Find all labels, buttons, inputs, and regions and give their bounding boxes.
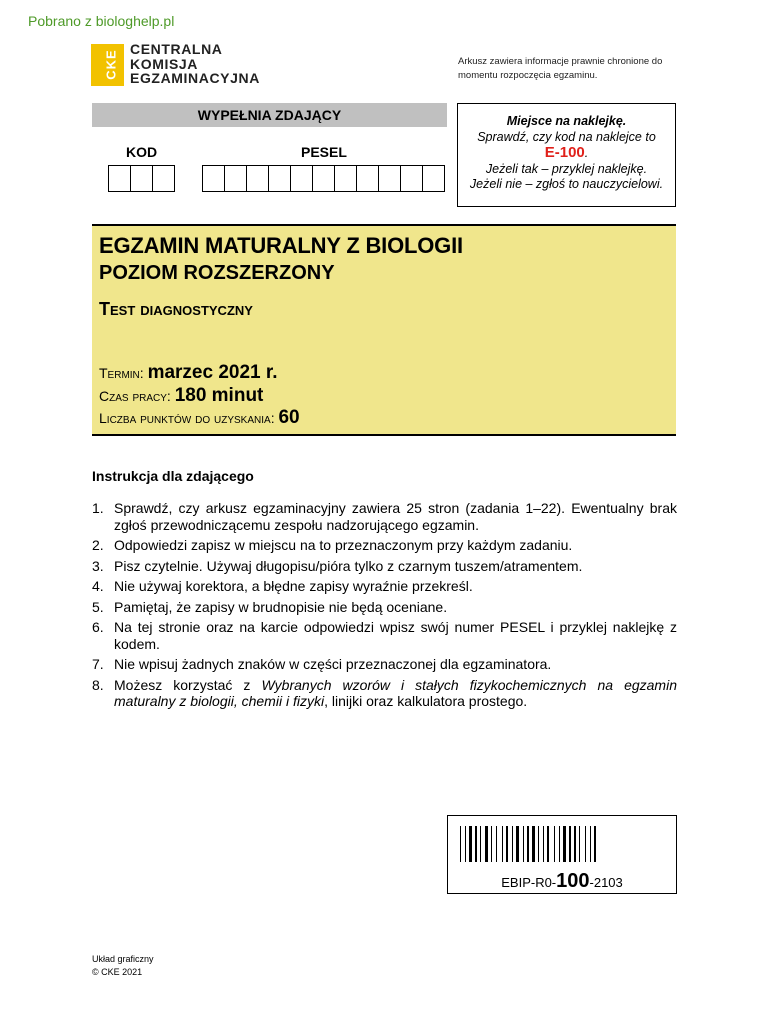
barcode-bar (506, 826, 508, 862)
list-item: 7. Nie wpisuj żadnych znaków w części przeznaczonej dla egzaminatora. (92, 656, 552, 672)
pesel-boxes[interactable] (203, 165, 445, 192)
barcode-bar (523, 826, 524, 862)
exam-title: EGZAMIN MATURALNY Z BIOLOGII (99, 233, 463, 258)
barcode-bar (574, 826, 576, 862)
kod-boxes[interactable] (109, 165, 175, 192)
barcode-bar (532, 826, 535, 862)
kod-label: KOD (126, 144, 158, 160)
list-item: 3. Pisz czytelnie. Używaj długopisu/pióra tylko z czarnym tuszem/atramentem. (92, 557, 583, 574)
barcode-bar (579, 826, 580, 862)
barcode-bar (585, 826, 586, 862)
list-item: 4. Nie używaj korektora, a błędne zapisy wyraźnie przekreśl. (92, 578, 473, 594)
list-item: 2. Odpowiedzi zapisz w miejscu na to przeznaczonym przy każdym zadaniu. (92, 537, 573, 553)
barcode-bar (469, 826, 472, 862)
barcode-bar (543, 826, 544, 862)
barcode-bar (590, 826, 591, 862)
fill-header: WYPEŁNIA ZDAJĄCY (92, 103, 447, 127)
barcode-bar (491, 826, 492, 862)
barcode-bar (480, 826, 481, 862)
barcode-bar (485, 826, 488, 862)
list-item: 5. Pamiętaj, że zapisy w brudnopisie nie będą oceniane. (92, 598, 448, 615)
exam-level: POZIOM ROZSZERZONY (99, 262, 335, 284)
barcode-label: EBIP-R0-100-2103 (501, 870, 623, 892)
barcode-bar (569, 826, 571, 862)
barcode-bar (475, 826, 477, 862)
barcode-bar (512, 826, 513, 862)
sticker-code: E-100 (544, 144, 585, 161)
exam-duration: Czas pracy: 180 minut (99, 385, 264, 406)
instructions-heading: Instrukcja dla zdającego (92, 468, 254, 484)
pesel-label: PESEL (301, 144, 347, 160)
barcode-bar (538, 826, 539, 862)
sticker-box: Miejsce na naklejkę. Sprawdź, czy kod na naklejce to E-100. Jeżeli tak – przyklej naklejkę. Jeżeli nie – zgłoś to nauczycielowi. (457, 103, 676, 207)
barcode-bar (496, 826, 497, 862)
barcode-bar (594, 826, 596, 862)
barcode-bar (516, 826, 519, 862)
exam-subtitle: Test diagnostyczny (99, 299, 253, 319)
barcode-bar (547, 826, 549, 862)
barcode-bar (502, 826, 503, 862)
logo-text: CENTRALNA KOMISJA EGZAMINACYJNA (130, 41, 260, 86)
list-item: 6. Na tej stronie oraz na karcie odpowiedzi wpisz swój numer PESEL i przyklej naklejkę z kodem. (92, 619, 677, 652)
barcode-bar (527, 826, 529, 862)
footer: Układ graficzny © CKE 2021 (92, 954, 154, 977)
list-item: 8. Możesz korzystać z Wybranych wzorów i stałych fizykochemicznych na egzamin maturalny z biologii, chemii i fizyki, linijki oraz kalkulatora prostego. (92, 676, 677, 709)
exam-points: Liczba punktów do uzyskania: 60 (99, 407, 300, 428)
barcode-bar (465, 826, 466, 862)
barcode-bar (559, 826, 560, 862)
cke-logo-icon: CKE (91, 44, 124, 86)
exam-term: Termin: marzec 2021 r. (99, 362, 278, 383)
barcode-bar (460, 826, 461, 862)
source-link[interactable]: Pobrano z biologhelp.pl (28, 13, 175, 29)
list-item: 1. Sprawdź, czy arkusz egzaminacyjny zawiera 25 stron (zadania 1–22). Ewentualny brak zgłoś przewodniczącemu zespołu nadzorującego egzamin. (92, 500, 677, 533)
instructions-list (92, 500, 677, 714)
barcode-bar (563, 826, 566, 862)
barcode-bar (554, 826, 555, 862)
legal-notice: Arkusz zawiera informacje prawnie chronione do momentu rozpoczęcia egzaminu. (458, 56, 663, 81)
barcode-icon (460, 826, 664, 862)
